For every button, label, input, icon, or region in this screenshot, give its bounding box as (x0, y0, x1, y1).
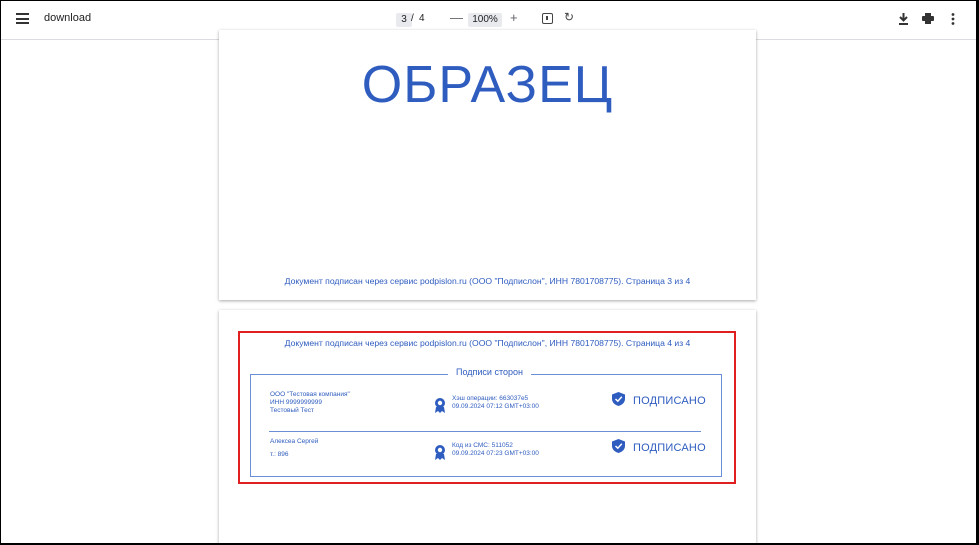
pdf-page-3 (219, 30, 756, 300)
party-info: ООО "Тестовая компания" ИНН 9999999999 Тестовый Тест (270, 391, 350, 414)
sample-watermark: ОБРАЗЕЦ (361, 56, 614, 114)
seal-icon (433, 397, 447, 413)
download-icon[interactable] (898, 13, 909, 25)
fit-page-icon[interactable] (542, 13, 553, 24)
shield-check-icon (612, 439, 625, 453)
signature-details: Хэш операции: 663037e5 09.09.2024 07:12 GMT+03:00 (452, 395, 539, 410)
rotate-icon[interactable]: ↻ (564, 10, 575, 24)
zoom-out-icon[interactable]: — (450, 10, 463, 25)
menu-icon[interactable] (16, 13, 29, 24)
page-separator: / (411, 13, 414, 24)
total-pages: 4 (419, 13, 425, 24)
signature-row (251, 391, 721, 433)
page-footer: Документ подписан через сервис podpislon.ru (ООО "Подпислон", ИНН 7801708775). Страница 4 из 4 (284, 338, 691, 348)
pdf-viewer-window (1, 1, 976, 543)
signed-status: ПОДПИСАНО (633, 442, 706, 454)
document-viewport[interactable] (1, 40, 976, 543)
seal-icon (433, 444, 447, 460)
party-info: Алексеа Сергей т.: 896 (270, 438, 319, 458)
more-vert-icon[interactable] (951, 13, 955, 25)
pdf-page-4 (219, 310, 756, 543)
print-icon[interactable] (922, 13, 934, 24)
signature-row (251, 438, 721, 480)
zoom-level-input[interactable]: 100% (468, 13, 502, 27)
divider (269, 431, 701, 432)
page-number-input[interactable]: 3 (396, 13, 412, 27)
signed-status: ПОДПИСАНО (633, 395, 706, 407)
zoom-in-icon[interactable]: + (510, 10, 518, 25)
signature-details: Код из СМС: 511052 09.09.2024 07:23 GMT+03:00 (452, 442, 539, 457)
signatures-box (250, 367, 722, 477)
document-title: download (44, 12, 92, 24)
shield-check-icon (612, 392, 625, 406)
signatures-title: Подписи сторон (448, 367, 531, 377)
page-footer: Документ подписан через сервис podpislon.ru (ООО "Подпислон", ИНН 7801708775). Страница 3 из 4 (284, 276, 691, 286)
